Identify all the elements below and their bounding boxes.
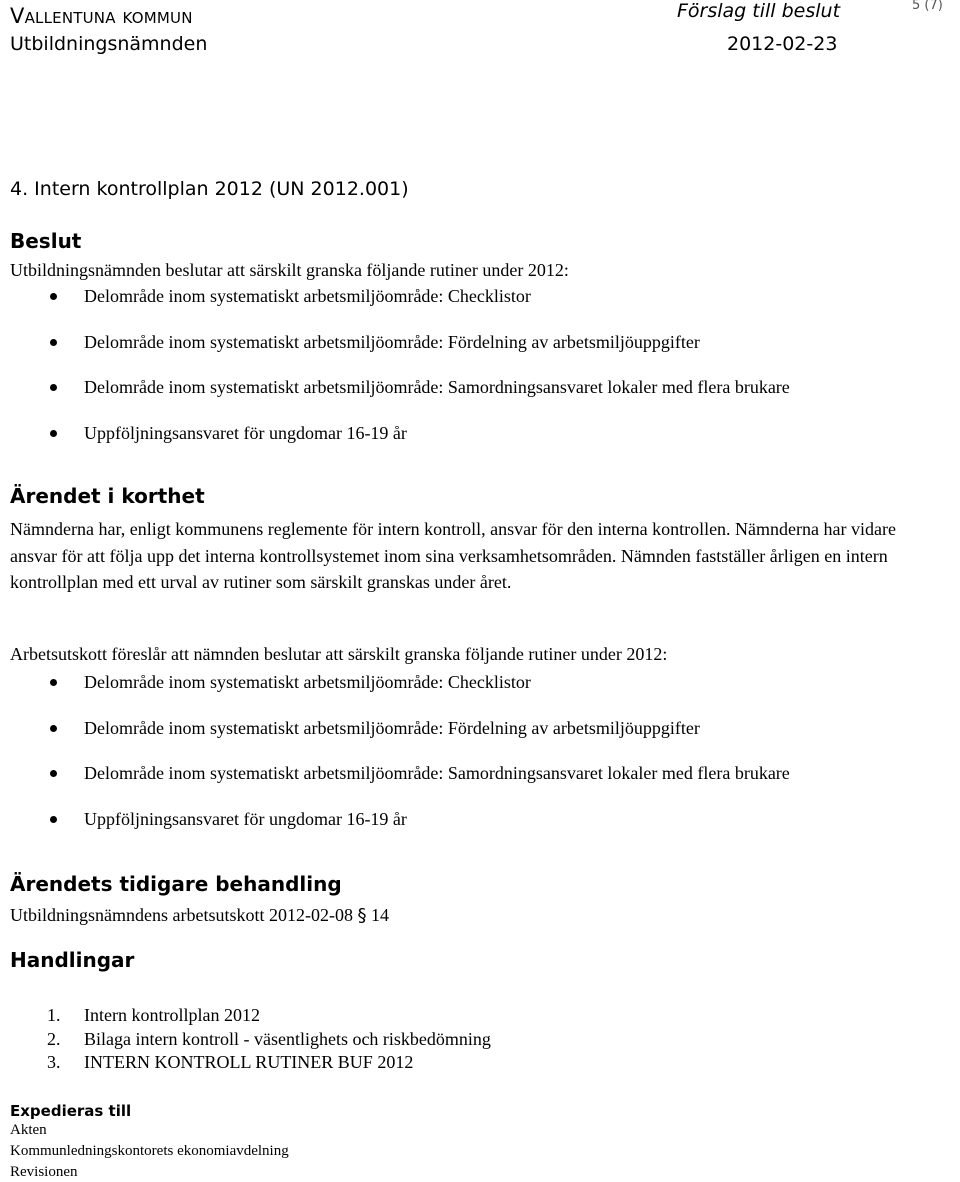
paragraph-symbol: § <box>357 905 367 926</box>
bullet-dot <box>50 725 57 732</box>
recipient: Kommunledningskontorets ekonomiavdelning <box>10 1143 289 1159</box>
list-item <box>0 1051 900 1075</box>
heading-tidigare-behandling: Ärendets tidigare behandling <box>10 872 342 896</box>
recipient: Revisionen <box>10 1164 78 1180</box>
list-item-text: Uppföljningsansvaret för ungdomar 16-19 år <box>84 808 407 829</box>
department-name: Utbildningsnämnden <box>10 33 208 55</box>
bullet-dot <box>50 679 57 686</box>
list-item-text: Delområde inom systematiskt arbetsmiljöområde: Checklistor <box>84 672 531 692</box>
heading-arendet-i-korthet: Ärendet i korthet <box>10 484 205 508</box>
tidigare-body: Utbildningsnämndens arbetsutskott 2012-02-08 <box>10 905 353 925</box>
korthet-intro: Arbetsutskott föreslår att nämnden beslutar att särskilt granska följande rutiner under 2012: <box>10 644 668 664</box>
list-item <box>0 760 940 787</box>
korthet-paragraph: Nämnderna har, enligt kommunens reglemente för intern kontroll, ansvar för den interna kontrollen. Nämnderna har vidare ansvar för att följa upp det interna kontrollsystemet inom sina verksamhetsområden. Nämnden fastställer årligen en intern kontrollplan med ett urval av rutiner som särskilt granskas under året. <box>10 519 896 592</box>
bullet-dot <box>50 293 57 300</box>
beslut-intro: Utbildningsnämnden beslutar att särskilt granska följande rutiner under 2012: <box>10 260 569 280</box>
list-item <box>0 715 940 742</box>
bullet-dot <box>50 430 57 437</box>
heading-beslut: Beslut <box>10 229 82 253</box>
bullet-dot <box>50 816 57 823</box>
list-item-text: Delområde inom systematiskt arbetsmiljöområde: Fördelning av arbetsmiljöuppgifter <box>84 717 700 738</box>
list-item <box>0 283 940 310</box>
document-date: 2012-02-23 <box>727 33 838 55</box>
list-number: 2. <box>47 1028 61 1049</box>
list-item <box>0 329 940 356</box>
list-item-text: Delområde inom systematiskt arbetsmiljöområde: Fördelning av arbetsmiljöuppgifter <box>84 331 700 352</box>
organization-name: Vallentuna kommun <box>10 4 193 28</box>
list-number: 1. <box>47 1005 61 1025</box>
list-item-text: Delområde inom systematiskt arbetsmiljöområde: Checklistor <box>84 286 531 306</box>
handlingar-list <box>0 1004 900 1075</box>
bullet-dot <box>50 384 57 391</box>
list-item-text: Delområde inom systematiskt arbetsmiljöområde: Samordningsansvaret lokaler med flera brukare <box>84 763 790 783</box>
recipient: Akten <box>10 1122 47 1138</box>
item-title: 4. Intern kontrollplan 2012 (UN 2012.001) <box>10 178 409 200</box>
list-item-text: Uppföljningsansvaret för ungdomar 16-19 år <box>84 422 407 443</box>
korthet-bullet-list <box>0 669 940 832</box>
list-item-text: Intern kontrollplan 2012 <box>84 1005 260 1025</box>
list-item <box>0 374 940 401</box>
page-number: 5 (7) <box>912 0 943 13</box>
list-item <box>0 1004 900 1028</box>
heading-expedieras-till: Expedieras till <box>10 1102 132 1120</box>
list-item <box>0 669 940 696</box>
list-item-text: Delområde inom systematiskt arbetsmiljöområde: Samordningsansvaret lokaler med flera brukare <box>84 377 790 397</box>
bullet-dot <box>50 339 57 346</box>
heading-handlingar: Handlingar <box>10 948 135 972</box>
tidigare-text <box>10 902 950 930</box>
list-item-text: Bilaga intern kontroll - väsentlighets och riskbedömning <box>84 1028 491 1049</box>
list-number: 3. <box>47 1052 61 1072</box>
list-item <box>0 1028 900 1052</box>
list-item <box>0 806 940 833</box>
clause-number: 14 <box>370 905 389 925</box>
bullet-dot <box>50 770 57 777</box>
list-item <box>0 420 940 447</box>
list-item-text: INTERN KONTROLL RUTINER BUF 2012 <box>84 1052 414 1072</box>
beslut-bullet-list <box>0 283 940 446</box>
document-type: Förslag till beslut <box>677 0 841 22</box>
